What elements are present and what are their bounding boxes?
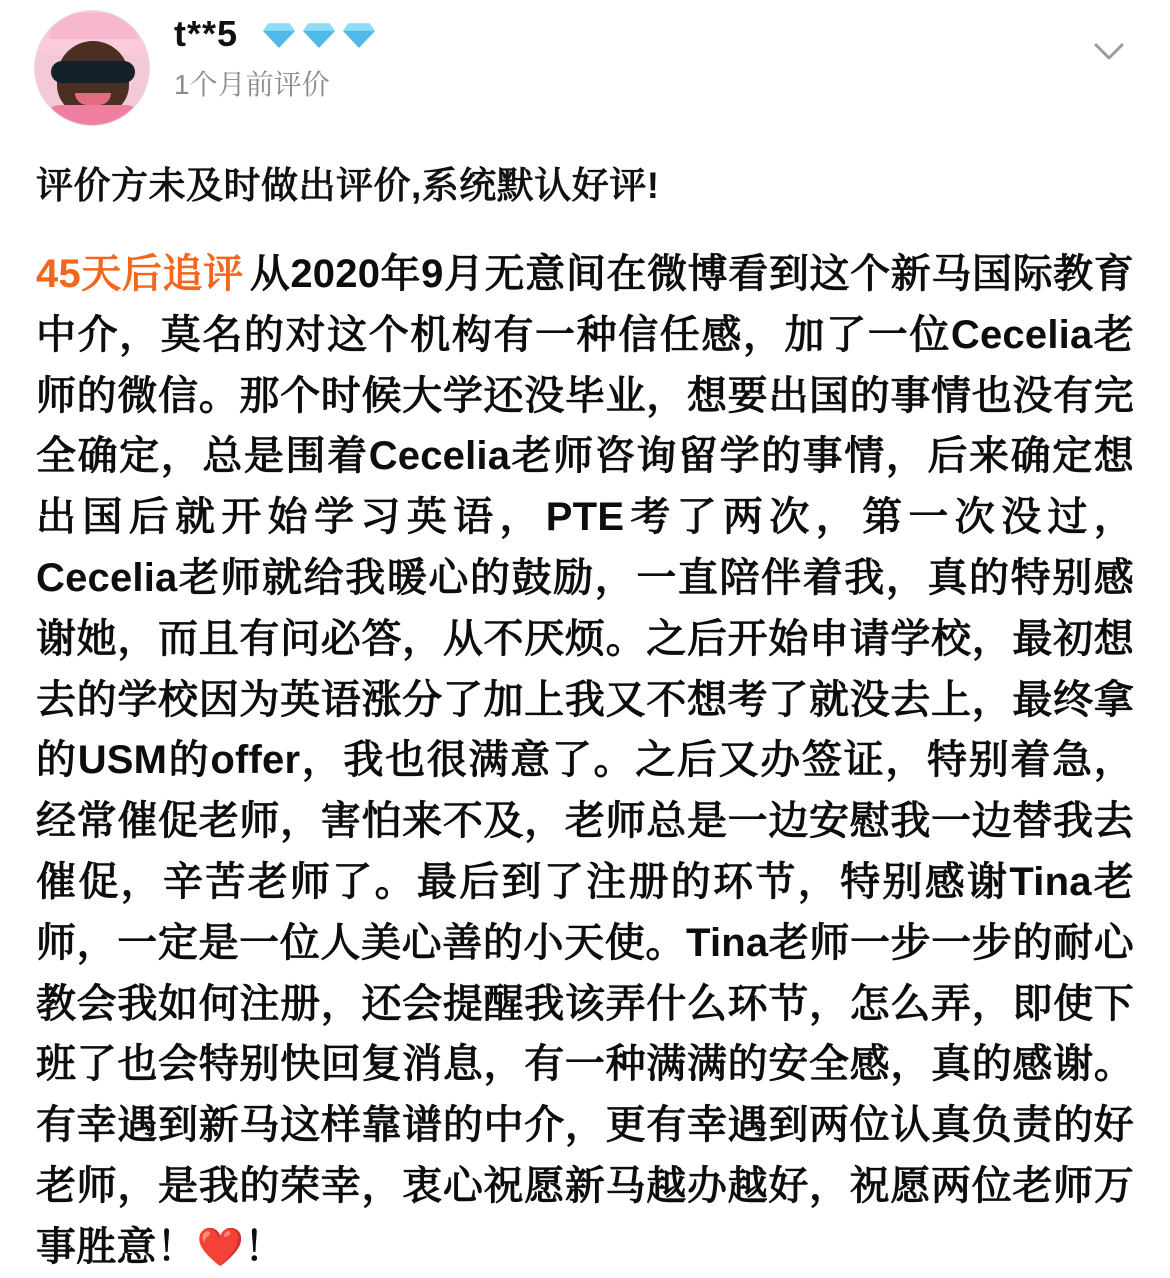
username-row bbox=[174, 13, 1136, 54]
append-text: 从2020年9月无意间在微博看到这个新马国际教育中介，莫名的对这个机构有一种信任感，加了一位Cecelia老师的微信。那个时候大学还没毕业，想要出国的事情也没有完全确定，总是围着Cecelia老师咨询留学的事情，后来确定想出国后就开始学习英语，PTE考了两次，第一次没过，Cecelia老师就给我暖心的鼓励，一直陪伴着我，真的特别感谢她，而且有问必答，从不厌烦。之后开始申请学校，最初想去的学校因为英语涨分了加上我又不想考了就没去上，最终拿的USM的offer，我也很满意了。之后又办签证，特别着急，经常催促老师，害怕来不及，老师总是一边安慰我一边替我去催促，辛苦老师了。最后到了注册的环节，特别感谢Tina老师，一定是一位人美心善的小天使。Tina老师一步一步的耐心教会我如何注册，还会提醒我该弄什么环节，怎么弄，即使下班了也会特别快回复消息，有一种满满的安全感，真的感谢。有幸遇到新马这样靠谱的中介，更有幸遇到两位认真负责的好老师，是我的荣幸，衷心祝愿新马越办越好，祝愿两位老师万事胜意！ bbox=[36, 252, 1134, 1269]
append-label: 45天后追评 bbox=[36, 252, 244, 297]
heart-icon: ❤️ bbox=[196, 1226, 245, 1269]
avatar[interactable] bbox=[34, 10, 150, 126]
review-header-text bbox=[174, 10, 1136, 101]
chevron-down-icon[interactable] bbox=[1086, 28, 1132, 74]
badge-group bbox=[262, 17, 376, 51]
review-timestamp: 1个月前评价 bbox=[174, 69, 330, 100]
review-header bbox=[34, 10, 1136, 126]
review-body bbox=[34, 162, 1136, 1278]
diamond-icon bbox=[302, 17, 336, 51]
avatar-glasses bbox=[51, 61, 135, 83]
append-suffix: ！ bbox=[244, 1224, 285, 1269]
diamond-icon bbox=[342, 17, 376, 51]
username: t**5 bbox=[174, 13, 239, 54]
avatar-collar bbox=[41, 105, 145, 125]
diamond-icon bbox=[262, 17, 296, 51]
default-review-text: 评价方未及时做出评价,系统默认好评! bbox=[36, 165, 660, 206]
appended-review bbox=[36, 244, 1134, 1278]
